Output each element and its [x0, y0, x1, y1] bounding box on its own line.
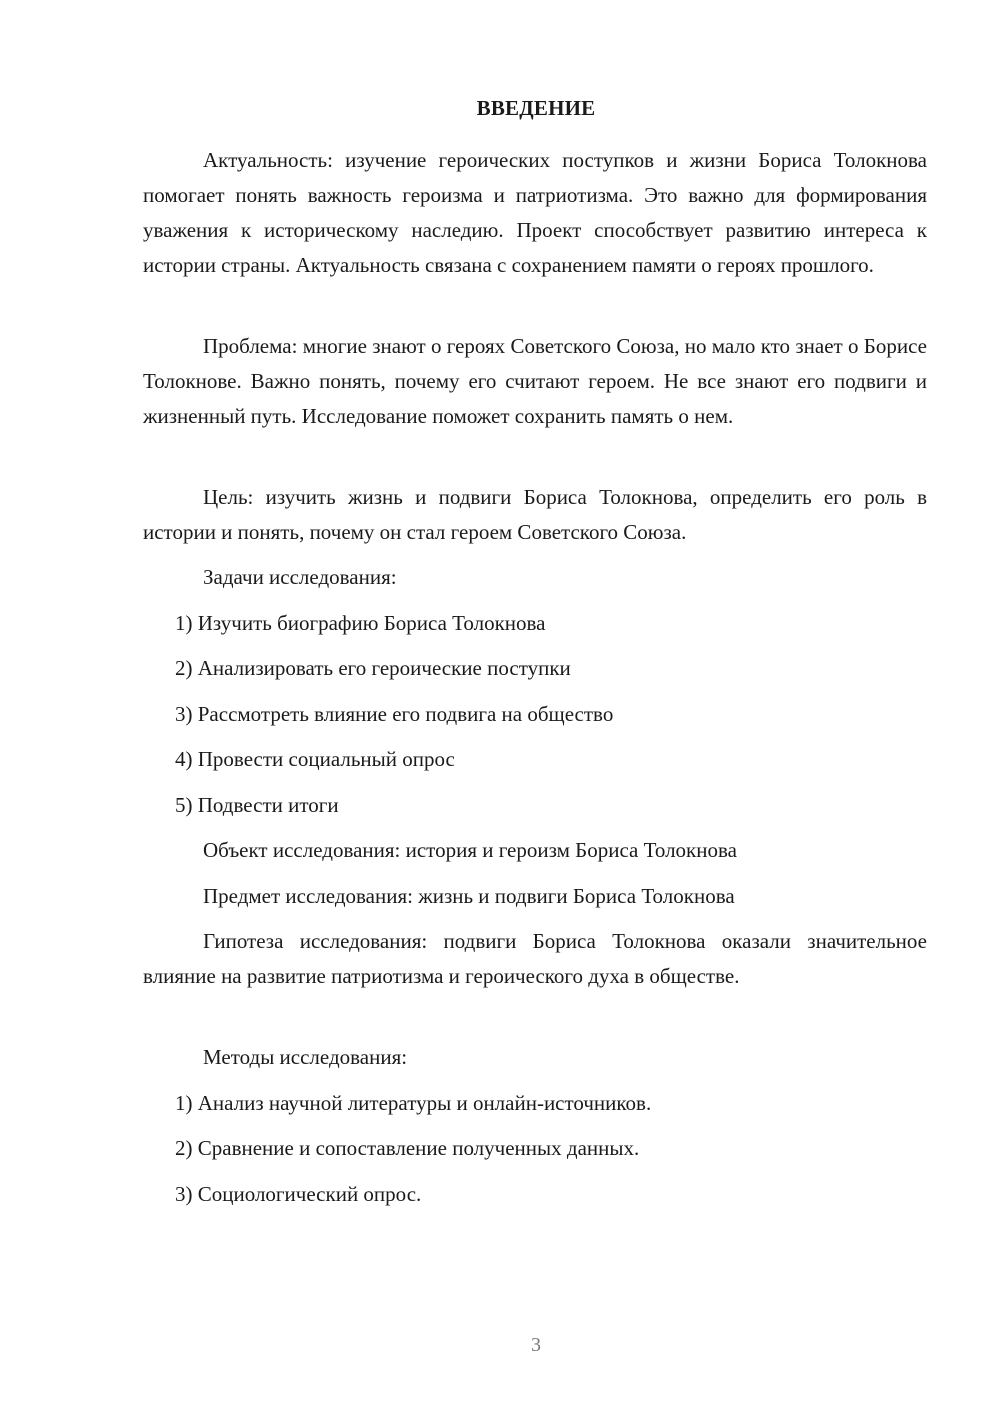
task-item-5: 5) Подвести итоги	[175, 793, 339, 817]
subject-line: Предмет исследования: жизнь и подвиги Бориса Толокнова	[203, 884, 735, 908]
page-number: 3	[531, 1334, 541, 1356]
object-line: Объект исследования: история и героизм Бориса Толокнова	[203, 838, 737, 862]
task-item-4: 4) Провести социальный опрос	[175, 747, 455, 771]
problem-paragraph: Проблема: многие знают о героях Советского Союза, но мало кто знает о Борисе Толокнове. Важно понять, почему его считают героем. Не все знают его подвиги и жизненный путь. Исследование поможет сохранить память о нем.	[143, 334, 927, 428]
goal-paragraph: Цель: изучить жизнь и подвиги Бориса Толокнова, определить его роль в истории и понять, почему он стал героем Советского Союза.	[143, 485, 927, 544]
task-item-2: 2) Анализировать его героические поступки	[175, 656, 571, 680]
section-heading: ВВЕДЕНИЕ	[476, 96, 596, 120]
hypothesis-paragraph: Гипотеза исследования: подвиги Бориса Толокнова оказали значительное влияние на развитие патриотизма и героического духа в обществе.	[143, 929, 927, 988]
tasks-title: Задачи исследования:	[203, 565, 397, 589]
methods-title: Методы исследования:	[203, 1045, 408, 1069]
task-item-3: 3) Рассмотреть влияние его подвига на общество	[175, 702, 614, 726]
task-item-1: 1) Изучить биографию Бориса Толокнова	[175, 611, 546, 635]
method-item-3: 3) Социологический опрос.	[175, 1182, 422, 1206]
method-item-2: 2) Сравнение и сопоставление полученных данных.	[175, 1136, 640, 1160]
method-item-1: 1) Анализ научной литературы и онлайн-источников.	[175, 1091, 652, 1115]
relevance-paragraph: Актуальность: изучение героических поступков и жизни Бориса Толокнова помогает понять важность героизма и патриотизма. Это важно для формирования уважения к историческому наследию. Проект способствует развитию интереса к истории страны. Актуальность связана с сохранением памяти о героях прошлого.	[143, 148, 927, 277]
